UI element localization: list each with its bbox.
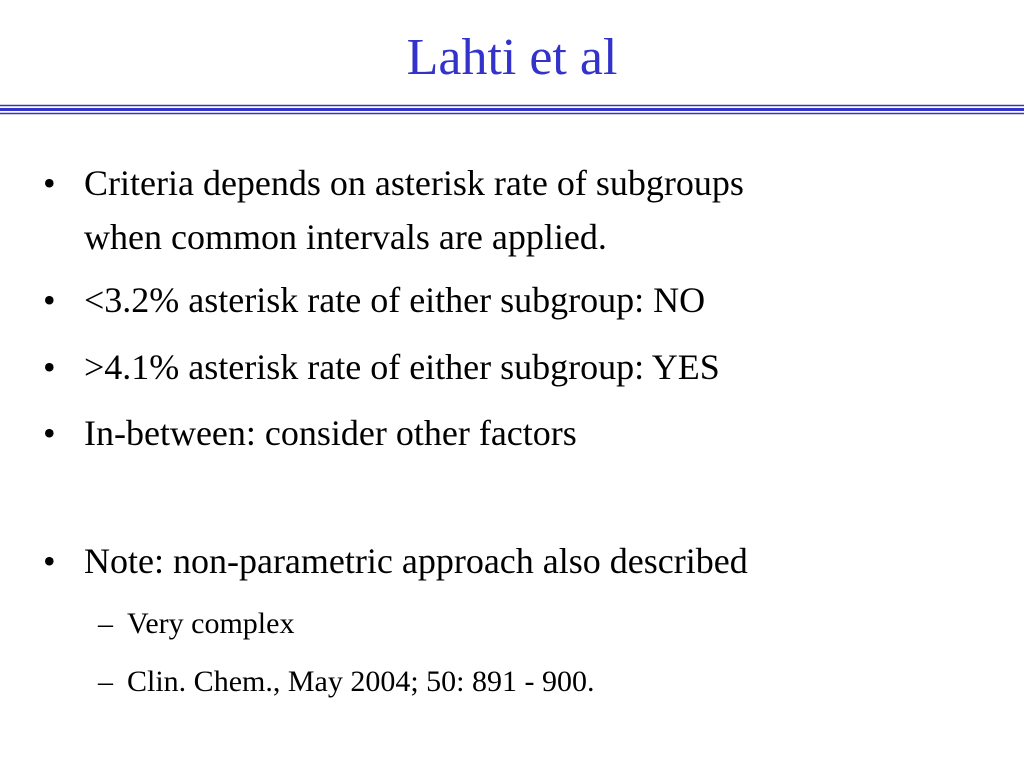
- bullet-marker: •: [43, 347, 56, 387]
- bullet-text: >4.1% asterisk rate of either subgroup: YES: [84, 347, 720, 387]
- bullet-text: <3.2% asterisk rate of either subgroup: NO: [84, 280, 706, 320]
- bullet-marker: •: [43, 280, 56, 320]
- bullet-marker: •: [43, 541, 56, 581]
- slide-title: Lahti et al: [406, 29, 618, 86]
- sub-bullet-text: Very complex: [127, 607, 295, 640]
- sub-bullet-marker: –: [98, 665, 113, 698]
- sub-bullet-text: Clin. Chem., May 2004; 50: 891 - 900.: [127, 665, 595, 698]
- sub-bullet-marker: –: [98, 607, 113, 640]
- bullet-text: Note: non-parametric approach also described: [84, 541, 748, 581]
- bullet-text: In-between: consider other factors: [84, 413, 577, 453]
- bullet-text-line: when common intervals are applied.: [84, 217, 607, 257]
- bullet-marker: •: [43, 413, 56, 453]
- bullet-marker: •: [43, 163, 56, 203]
- bullet-text: [84, 156, 984, 264]
- bullet-text-line: Criteria depends on asterisk rate of subgroups: [84, 163, 744, 203]
